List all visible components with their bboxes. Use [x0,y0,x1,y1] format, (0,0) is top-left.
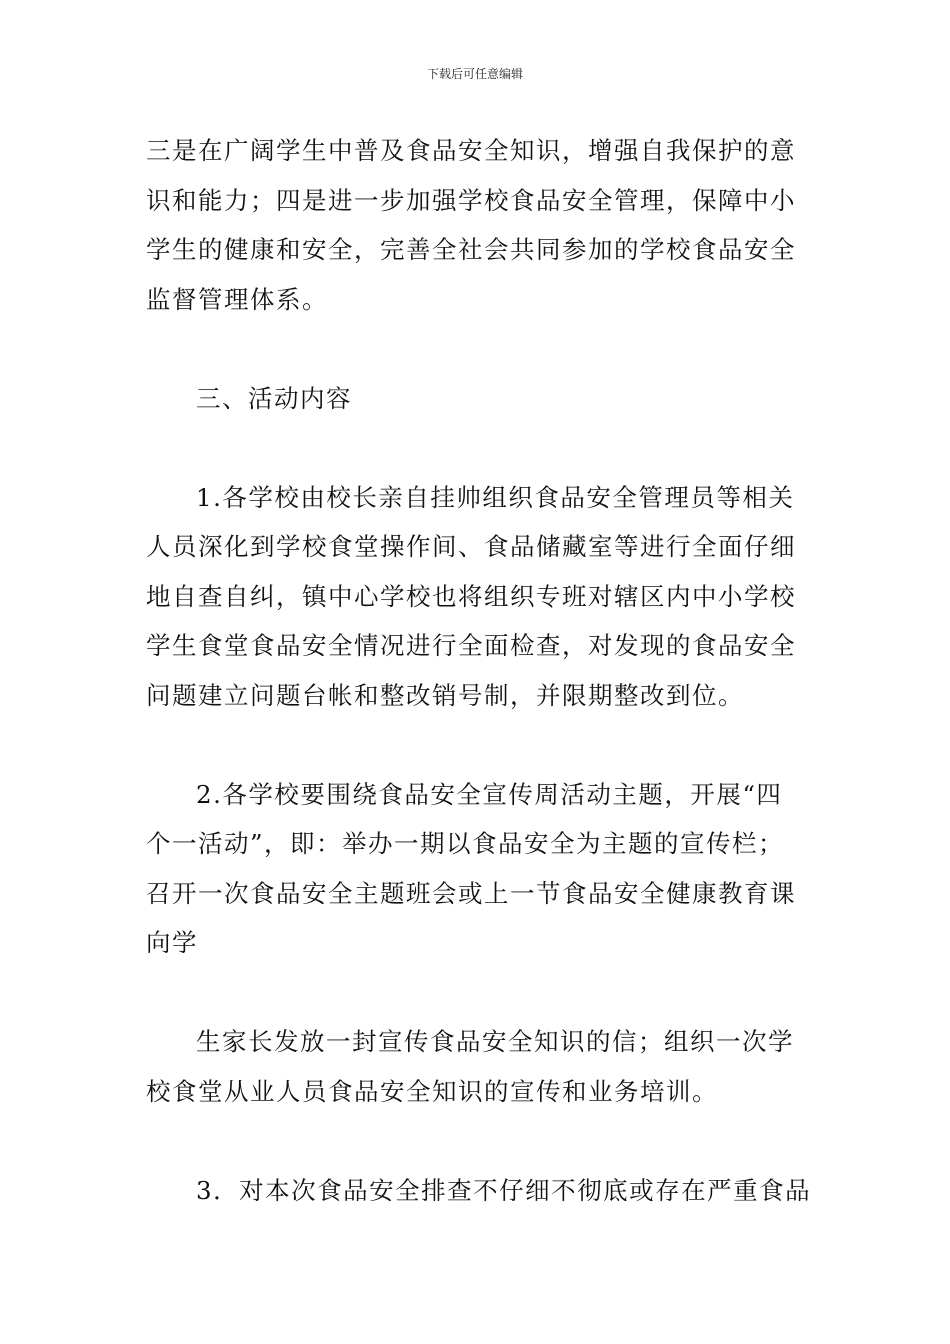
text-line: 向学 [146,928,198,957]
section-heading-activity-content [146,374,806,424]
text-line: 3．对本次食品安全排查不仔细不彻底或存在严重食品 [196,1175,812,1205]
document-body [146,126,812,1215]
paragraph-objectives [146,126,806,324]
text-line: 2.各学校要围绕食品安全宣传周活动主题，开展“四 [196,779,783,809]
text-line: 生家长发放一封宣传食品安全知识的信；组织一次学 [196,1027,794,1056]
text-line: 学生的健康和安全，完善全社会共同参加的学校食品安全 [146,235,796,264]
page-header-note: 下载后可任意编辑 [426,67,523,81]
text-line: 三是在广阔学生中普及食品安全知识，增强自我保护的意 [146,136,796,165]
text-line: 问题建立问题台帐和整改销号制，并限期整改到位。 [146,680,744,710]
text-line: 1.各学校由校长亲自挂帅组织食品安全管理员等相关 [196,482,795,512]
paragraph-item-3 [146,1166,812,1216]
text-line: 监督管理体系。 [146,284,328,314]
section-heading: 三、活动内容 [196,383,352,413]
text-line: 人员深化到学校食堂操作间、食品储藏室等进行全面仔细 [146,532,796,561]
text-line: 识和能力；四是进一步加强学校食品安全管理，保障中小 [146,185,796,215]
text-line: 地自查自纠，镇中心学校也将组织专班对辖区内中小学校 [146,581,796,611]
paragraph-item-2 [146,770,806,968]
paragraph-item-2-continued [146,1017,806,1116]
text-line: 校食堂从业人员食品安全知识的宣传和业务培训。 [146,1076,718,1106]
text-line: 召开一次食品安全主题班会或上一节食品安全健康教育课 [146,878,796,908]
paragraph-item-1 [146,473,806,721]
text-line: 学生食堂食品安全情况进行全面检查，对发现的食品安全 [146,631,796,660]
text-line: 个一活动”，即：举办一期以食品安全为主题的宣传栏； [146,829,785,858]
